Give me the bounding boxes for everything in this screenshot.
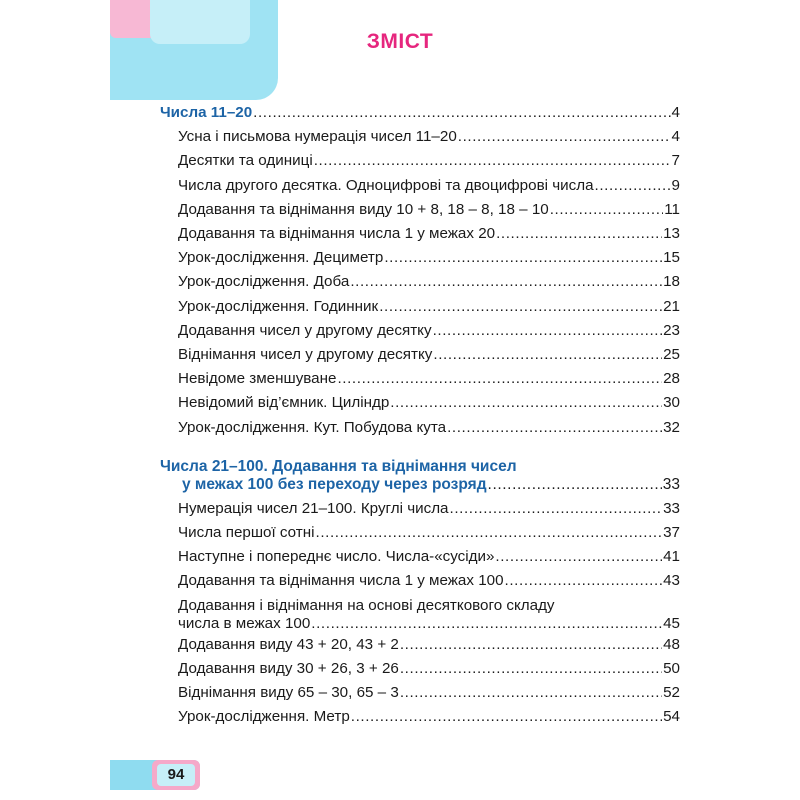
entry-title-line2: числа в межах 100 <box>178 614 311 632</box>
leader-dots <box>458 125 671 149</box>
toc-entry[interactable] <box>160 681 680 705</box>
toc-entry[interactable] <box>160 545 680 569</box>
page-number: 50 <box>663 659 680 677</box>
leader-dots <box>495 545 662 569</box>
leader-dots <box>350 270 662 294</box>
toc-entry[interactable] <box>160 521 680 545</box>
leader-dots <box>488 476 662 494</box>
page-number: 25 <box>663 346 680 364</box>
entry-title: Віднімання виду 65 – 30, 65 – 3 <box>178 684 399 702</box>
page-number: 4 <box>671 128 680 146</box>
page-number: 21 <box>663 297 680 315</box>
toc-entry[interactable] <box>160 416 680 440</box>
toc-entry[interactable] <box>160 633 680 657</box>
leader-dots <box>351 705 662 729</box>
leader-dots <box>253 101 670 125</box>
entry-title: Числа другого десятка. Одноцифрові та двоцифрові числа <box>178 176 594 194</box>
toc-entry[interactable] <box>160 391 680 415</box>
entry-title: Невідомий від’ємник. Циліндр <box>178 394 390 412</box>
page-number: 54 <box>663 708 680 726</box>
table-of-contents <box>160 101 680 729</box>
page-number: 28 <box>663 370 680 388</box>
toc-entry[interactable] <box>160 705 680 729</box>
entry-title: Нумерація чисел 21–100. Круглі числа <box>178 499 449 517</box>
footer-page-number: 94 <box>157 764 195 786</box>
leader-dots <box>400 633 662 657</box>
leader-dots <box>450 497 663 521</box>
toc-entry[interactable] <box>160 569 680 593</box>
leader-dots <box>447 416 662 440</box>
page-number: 33 <box>663 499 680 517</box>
leader-dots <box>550 198 664 222</box>
page-number: 11 <box>664 200 680 218</box>
entry-title: Десятки та одиниці <box>178 152 313 170</box>
page-number: 18 <box>663 273 680 291</box>
toc-entry[interactable] <box>160 319 680 343</box>
page-number: 32 <box>663 418 680 436</box>
toc-entry-multiline[interactable] <box>160 594 680 633</box>
entry-title: Невідоме зменшуване <box>178 370 337 388</box>
leader-dots <box>379 295 662 319</box>
toc-section-heading[interactable] <box>160 458 680 494</box>
leader-dots <box>400 657 662 681</box>
page-number: 7 <box>671 152 680 170</box>
toc-entry[interactable] <box>160 198 680 222</box>
leader-dots <box>505 569 663 593</box>
entry-title-line1: Додавання і віднімання на основі десяткового складу <box>178 596 555 614</box>
entry-title: Усна і письмова нумерація чисел 11–20 <box>178 128 457 146</box>
toc-entry[interactable] <box>160 246 680 270</box>
page-number: 4 <box>671 104 680 121</box>
leader-dots <box>433 343 662 367</box>
entry-title: Додавання та віднімання числа 1 у межах 100 <box>178 572 504 590</box>
leader-dots <box>390 391 662 415</box>
entry-title: Урок-дослідження. Кут. Побудова кута <box>178 418 447 436</box>
toc-entry[interactable] <box>160 657 680 681</box>
toc-entry[interactable] <box>160 125 680 149</box>
page-number: 15 <box>663 249 680 267</box>
section-title-line1: Числа 21–100. Додавання та віднімання чисел <box>160 457 517 475</box>
entry-title: Додавання чисел у другому десятку <box>178 321 432 339</box>
entry-title: Урок-дослідження. Дециметр <box>178 249 384 267</box>
section-title-line2-row <box>160 476 680 494</box>
page-number: 52 <box>663 684 680 702</box>
entry-title: Додавання та віднімання виду 10 + 8, 18 – 8, 18 – 10 <box>178 200 549 218</box>
toc-entry[interactable] <box>160 367 680 391</box>
page-number: 37 <box>663 524 680 542</box>
leader-dots <box>496 222 662 246</box>
entry-title: Додавання та віднімання числа 1 у межах 20 <box>178 225 496 243</box>
leader-dots <box>400 681 662 705</box>
page-number: 23 <box>663 321 680 339</box>
page-number: 48 <box>663 635 680 653</box>
section-title-line2: у межах 100 без переходу через розряд <box>182 475 487 493</box>
toc-entry[interactable] <box>160 270 680 294</box>
toc-entry[interactable] <box>160 497 680 521</box>
toc-entry[interactable] <box>160 343 680 367</box>
page-number: 45 <box>663 614 680 632</box>
entry-line2-row <box>178 615 680 633</box>
toc-section-heading[interactable] <box>160 101 680 125</box>
toc-entry[interactable] <box>160 295 680 319</box>
leader-dots <box>337 367 662 391</box>
entry-title: Додавання виду 43 + 20, 43 + 2 <box>178 635 399 653</box>
page-number: 9 <box>671 176 680 194</box>
section-title: Числа 11–20 <box>160 104 253 121</box>
entry-title: Урок-дослідження. Метр <box>178 708 350 726</box>
entry-title: Віднімання чисел у другому десятку <box>178 346 433 364</box>
toc-entry[interactable] <box>160 222 680 246</box>
toc-entry[interactable] <box>160 149 680 173</box>
leader-dots <box>433 319 663 343</box>
entry-title: Урок-дослідження. Годинник <box>178 297 379 315</box>
entry-title: Додавання виду 30 + 26, 3 + 26 <box>178 659 399 677</box>
leader-dots <box>384 246 662 270</box>
leader-dots <box>595 174 671 198</box>
entry-title: Наступне і попереднє число. Числа-«сусіди» <box>178 548 495 566</box>
toc-entry[interactable] <box>160 174 680 198</box>
page-number: 30 <box>663 394 680 412</box>
entry-title: Урок-дослідження. Доба <box>178 273 350 291</box>
section-spacer <box>160 440 680 458</box>
leader-dots <box>311 615 662 633</box>
page-title: ЗМІСТ <box>366 30 434 53</box>
page-number: 33 <box>662 475 680 493</box>
page-number: 41 <box>663 548 680 566</box>
leader-dots <box>314 149 671 173</box>
entry-title: Числа першої сотні <box>178 524 315 542</box>
leader-dots <box>316 521 663 545</box>
page-number: 13 <box>663 225 680 243</box>
page-number: 43 <box>663 572 680 590</box>
